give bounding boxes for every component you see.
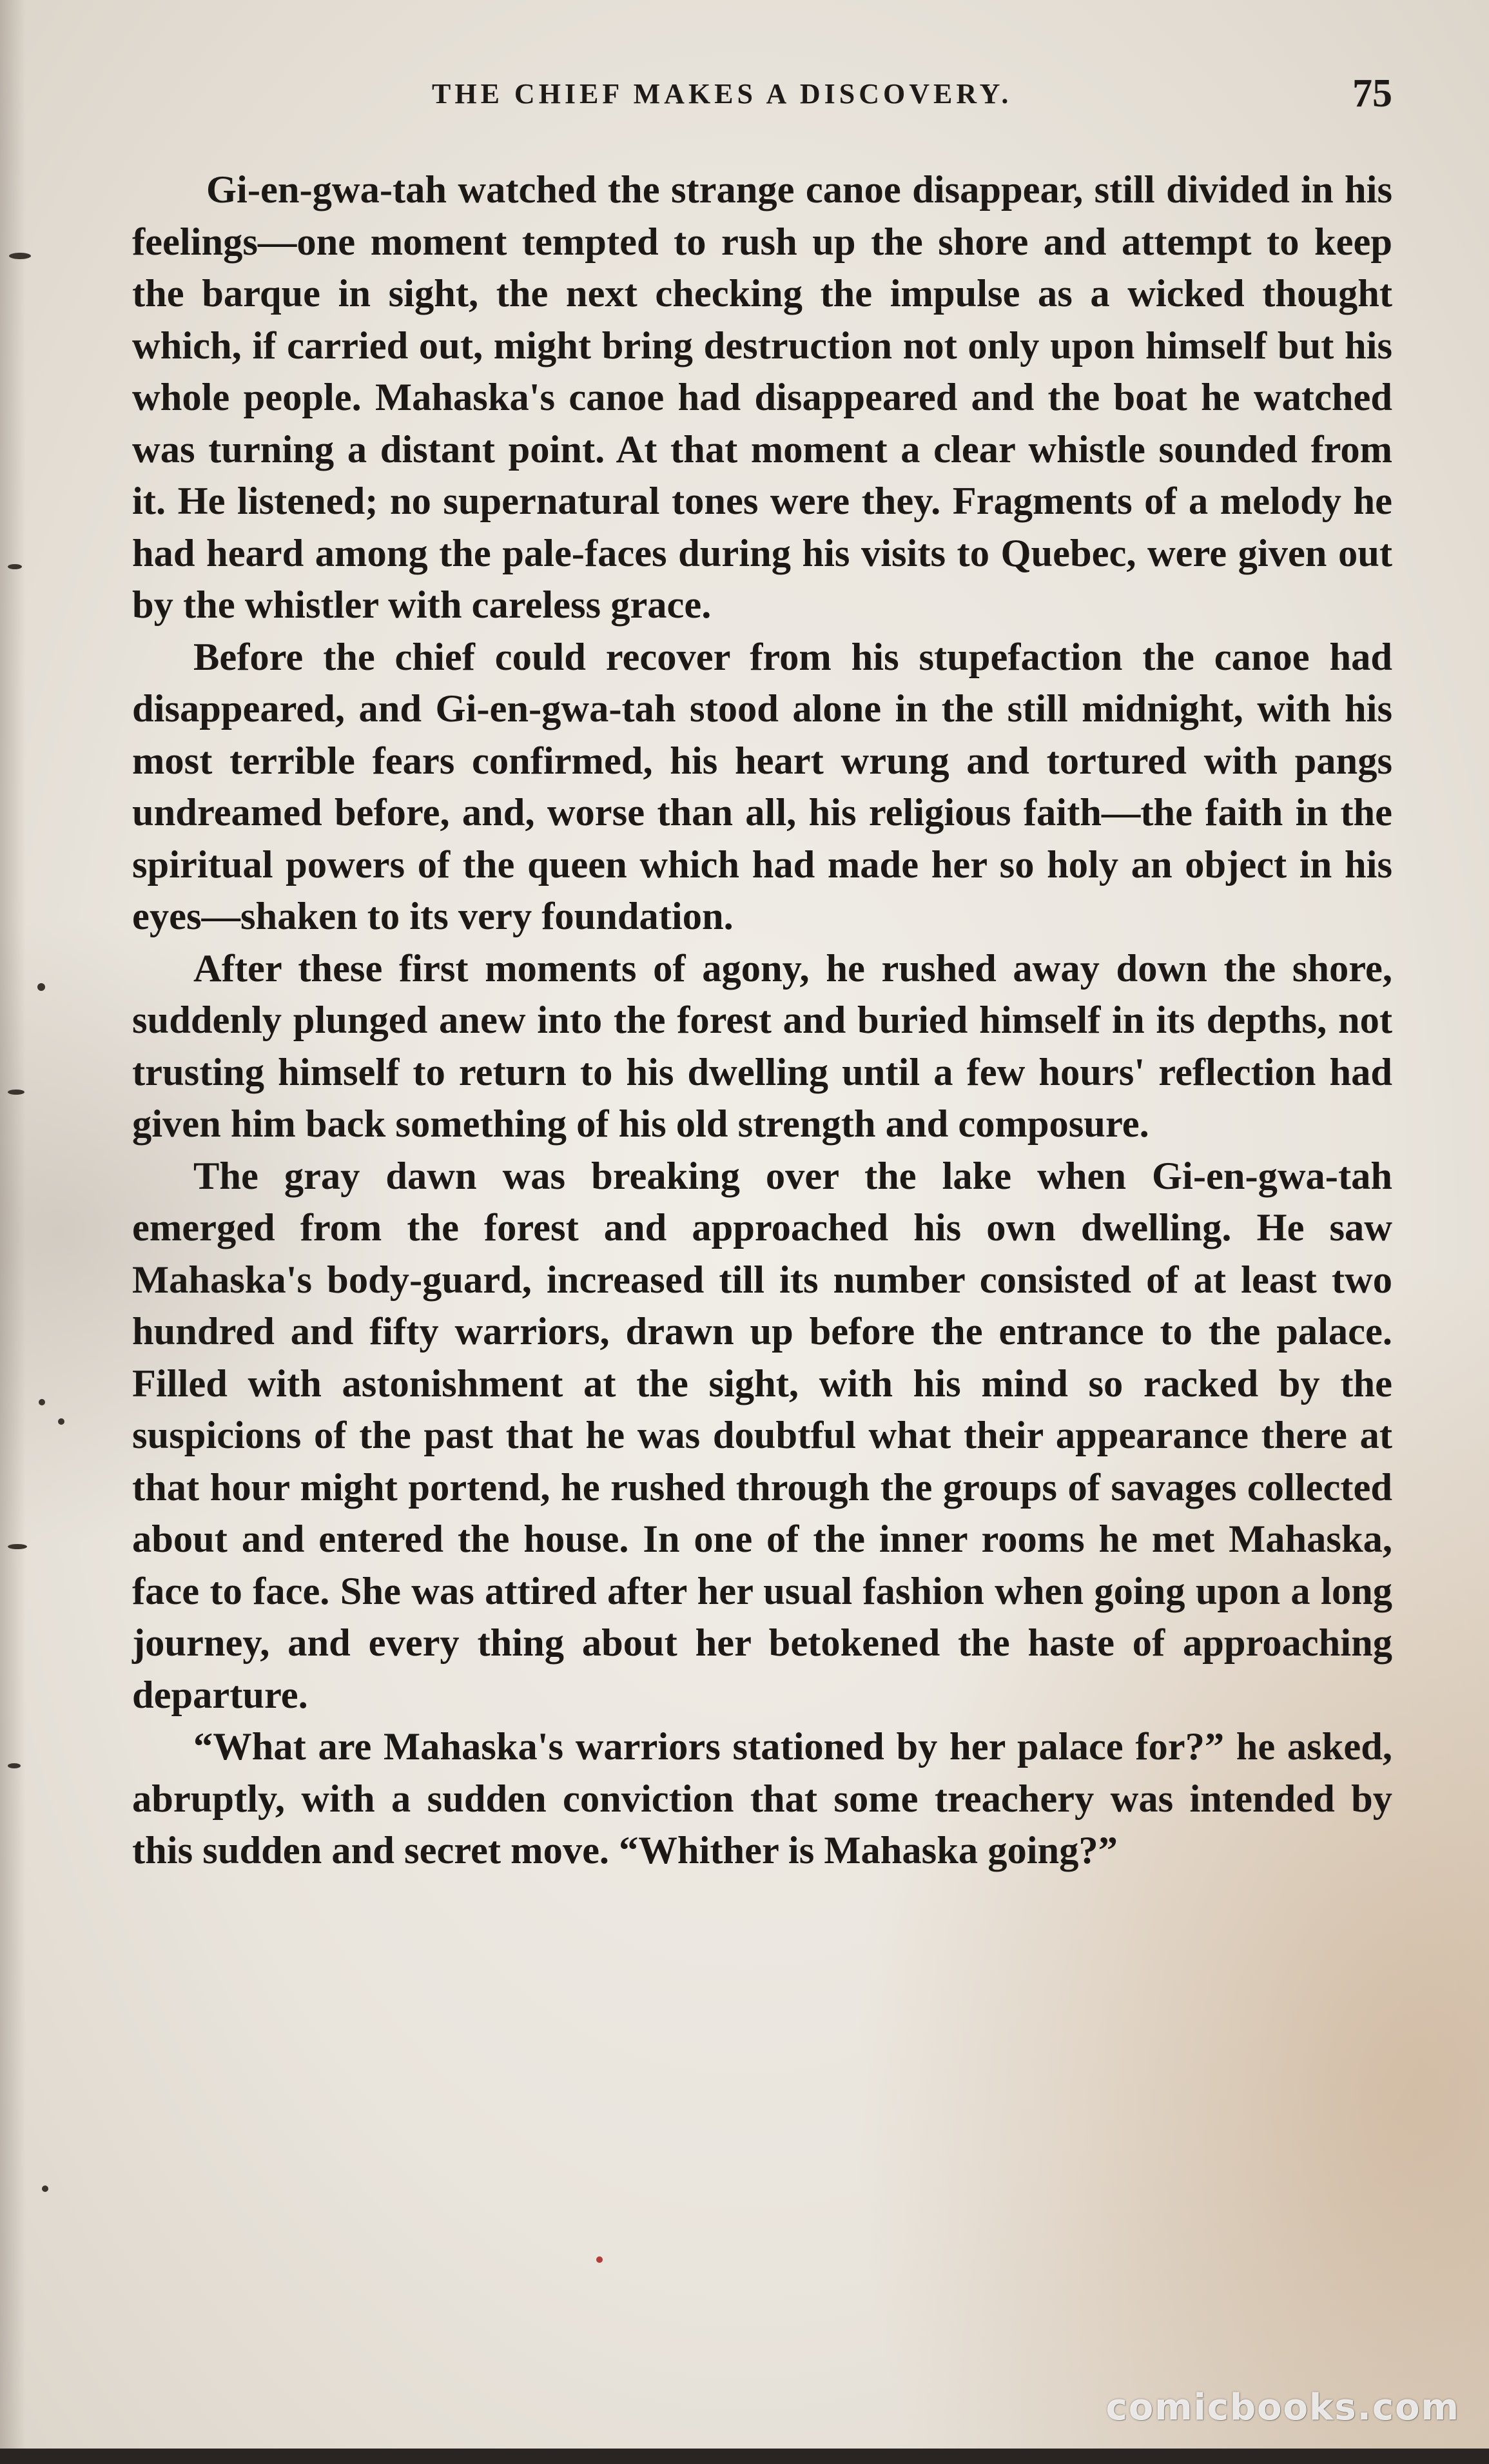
ink-speck [9, 253, 31, 259]
ink-speck [596, 2256, 603, 2263]
ink-speck [37, 983, 45, 991]
paragraph: The gray dawn was breaking over the lake when Gi-en-gwa-tah emerged from the forest and approached his own dwelling. He saw Mahaska's body-guard, increased till its number consisted of at least two hundred and fifty warriors, drawn up before the entrance to the palace. Filled with astonishment at the sight, with his mind so racked by the suspicions of the past that he was doubtful what their appearance there at that hour might portend, he rushed through the groups of savages collected about and entered the house. In one of the inner rooms he met Mahaska, face to face. She was attired after her usual fashion when going upon a long journey, and every thing about her betokened the haste of approaching departure. [132, 1154, 1392, 1717]
ink-speck [39, 1399, 45, 1405]
page-bottom-edge [0, 2449, 1489, 2464]
paragraph: Gi-en-gwa-tah watched the strange canoe disappear, still divided in his feelings—one moment tempted to rush up the shore and attempt to keep the barque in sight, the next checking the impulse as a wicked thought which, if carried out, might bring destruction not only upon himself but his whole people. Mahaska's canoe had disappeared and the boat he watched was turning a distant point. At that moment a clear whistle sounded from it. He listened; no supernatural tones were they. Fragments of a melody he had heard among the pale-faces during his visits to Quebec, were given out by the whistler with careless grace. [132, 168, 1392, 627]
ink-speck [8, 1544, 27, 1549]
ink-speck [8, 564, 22, 569]
paragraph: After these first moments of agony, he rushed away down the shore, suddenly plunged anew into the forest and buried himself in its depths, not trusting himself to return to his dwelling until a few hours' reflection had given him back something of his old strength and composure. [132, 946, 1392, 1146]
watermark: comicbooks.com [1105, 2387, 1460, 2429]
body-text [132, 164, 1392, 1877]
page-number: 75 [1352, 72, 1392, 115]
running-head [129, 72, 1392, 129]
paragraph: Before the chief could recover from his stupefaction the canoe had disappeared, and Gi-en-gwa-tah stood alone in the still midnight, with his most terrible fears confirmed, his heart wrung and tortured with pangs undreamed before, and, worse than all, his religious faith—the faith in the spiritual powers of the queen which had made her so holy an object in his eyes—shaken to its very foundation. [132, 635, 1392, 938]
paragraph: “What are Mahaska's warriors stationed by her palace for?” he asked, abruptly, with a sudden conviction that some treachery was intended by this sudden and secret move. “Whither is Mahaska going?” [132, 1725, 1392, 1872]
ink-speck [8, 1763, 21, 1768]
ink-speck [42, 2185, 48, 2192]
page-edge-shadow [0, 0, 26, 2464]
chapter-title: THE CHIEF MAKES A DISCOVERY. [432, 78, 1013, 110]
ink-speck [58, 1418, 64, 1425]
ink-speck [8, 1090, 24, 1095]
